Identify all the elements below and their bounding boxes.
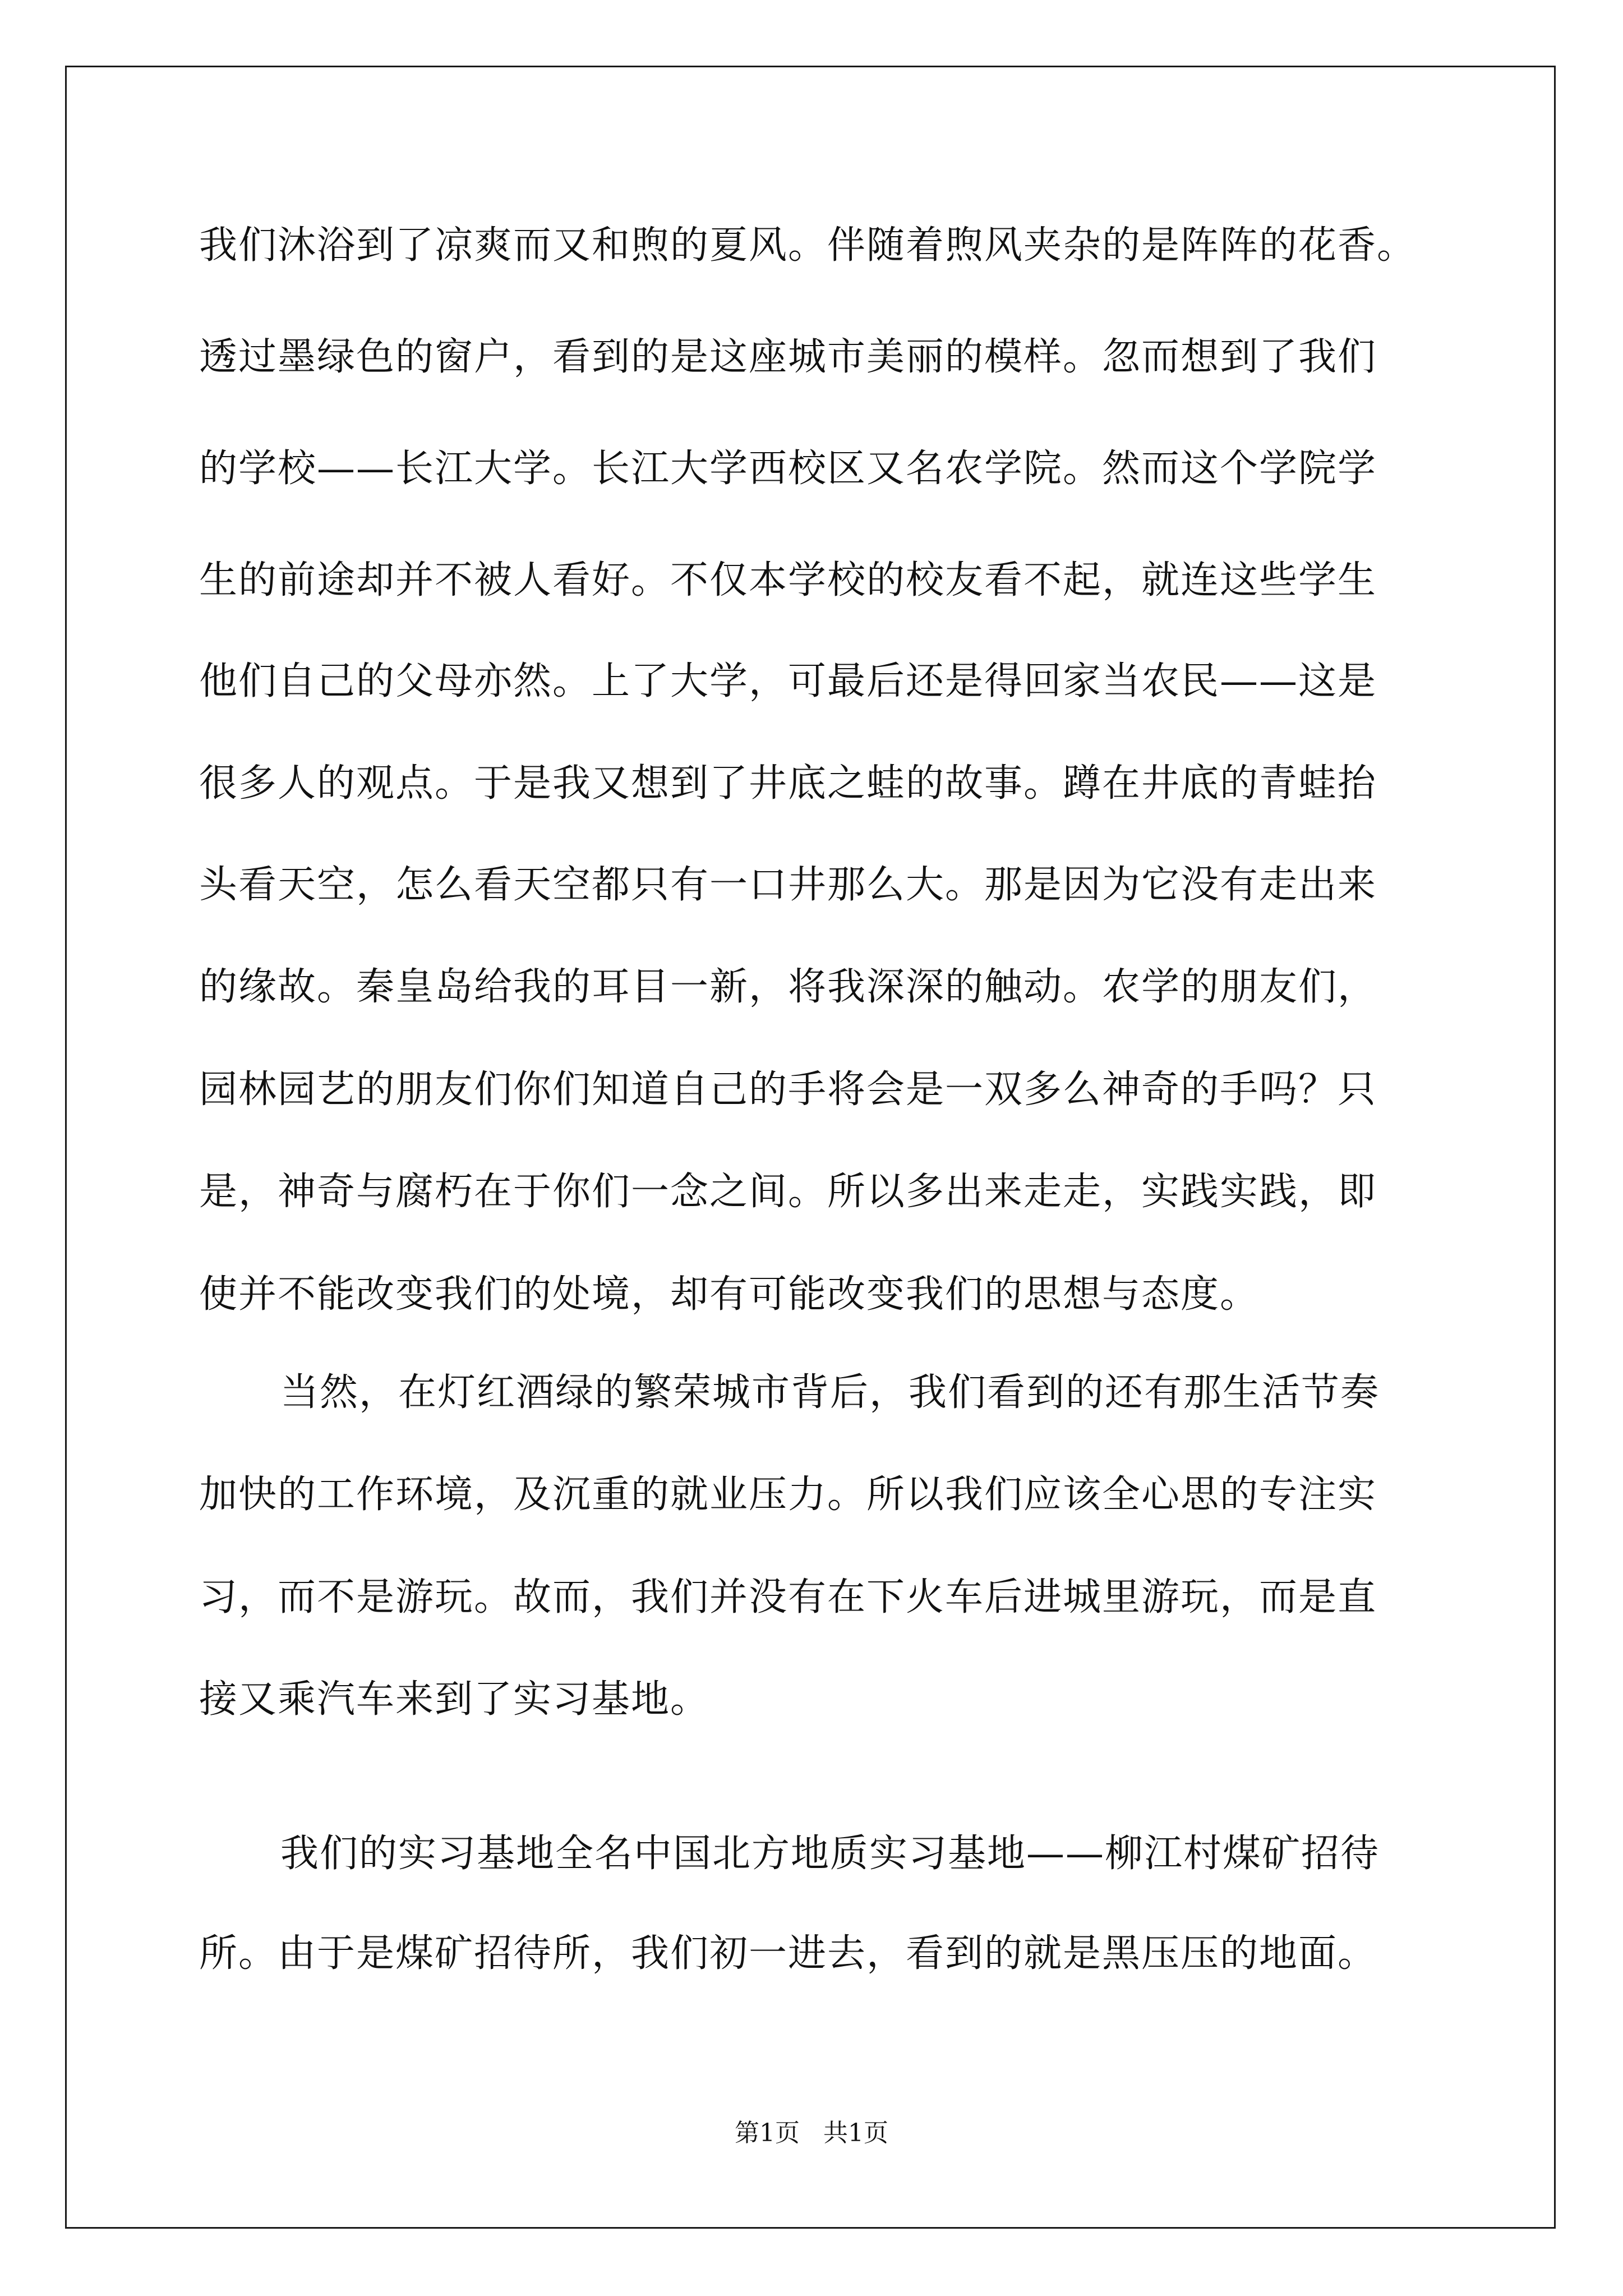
body-line-11: 使并不能改变我们的处境，却有可能改变我们的思想与态度。 <box>199 1272 1260 1317</box>
body-line-16: 我们的实习基地全名中国北方地质实习基地——柳江村煤矿招待 <box>280 1832 1380 1876</box>
body-line-3: 的学校——长江大学。长江大学西校区又名农学院。然而这个学院学 <box>199 447 1377 491</box>
page-number-footer: 第1页 共1页 <box>735 2119 888 2147</box>
body-line-6: 很多人的观点。于是我又想到了井底之蛙的故事。蹲在井底的青蛙抬 <box>199 761 1377 806</box>
body-line-4: 生的前途却并不被人看好。不仅本学校的校友看不起，就连这些学生 <box>199 558 1377 602</box>
body-line-17: 所。由于是煤矿招待所，我们初一进去，看到的就是黑压压的地面。 <box>199 1931 1377 1976</box>
body-line-5: 他们自己的父母亦然。上了大学，可最后还是得回家当农民——这是 <box>199 659 1377 703</box>
body-line-12: 当然，在灯红酒绿的繁荣城市背后，我们看到的还有那生活节奏 <box>280 1370 1380 1415</box>
body-line-10: 是，神奇与腐朽在于你们一念之间。所以多出来走走，实践实践，即 <box>199 1170 1377 1214</box>
body-line-7: 头看天空，怎么看天空都只有一口井那么大。那是因为它没有走出来 <box>199 863 1377 907</box>
body-line-9: 园林园艺的朋友们你们知道自己的手将会是一双多么神奇的手吗？只 <box>199 1068 1377 1112</box>
body-line-14: 习，而不是游玩。故而，我们并没有在下火车后进城里游玩，而是直 <box>199 1575 1377 1619</box>
body-line-13: 加快的工作环境，及沉重的就业压力。所以我们应该全心思的专注实 <box>199 1473 1377 1517</box>
page-border <box>65 66 1556 2229</box>
body-line-2: 透过墨绿色的窗户，看到的是这座城市美丽的模样。忽而想到了我们 <box>199 335 1377 379</box>
body-line-1: 我们沐浴到了凉爽而又和煦的夏风。伴随着煦风夹杂的是阵阵的花香。 <box>199 223 1417 268</box>
body-line-15: 接又乘汽车来到了实习基地。 <box>199 1677 710 1722</box>
body-line-8: 的缘故。秦皇岛给我的耳目一新，将我深深的触动。农学的朋友们， <box>199 965 1377 1009</box>
